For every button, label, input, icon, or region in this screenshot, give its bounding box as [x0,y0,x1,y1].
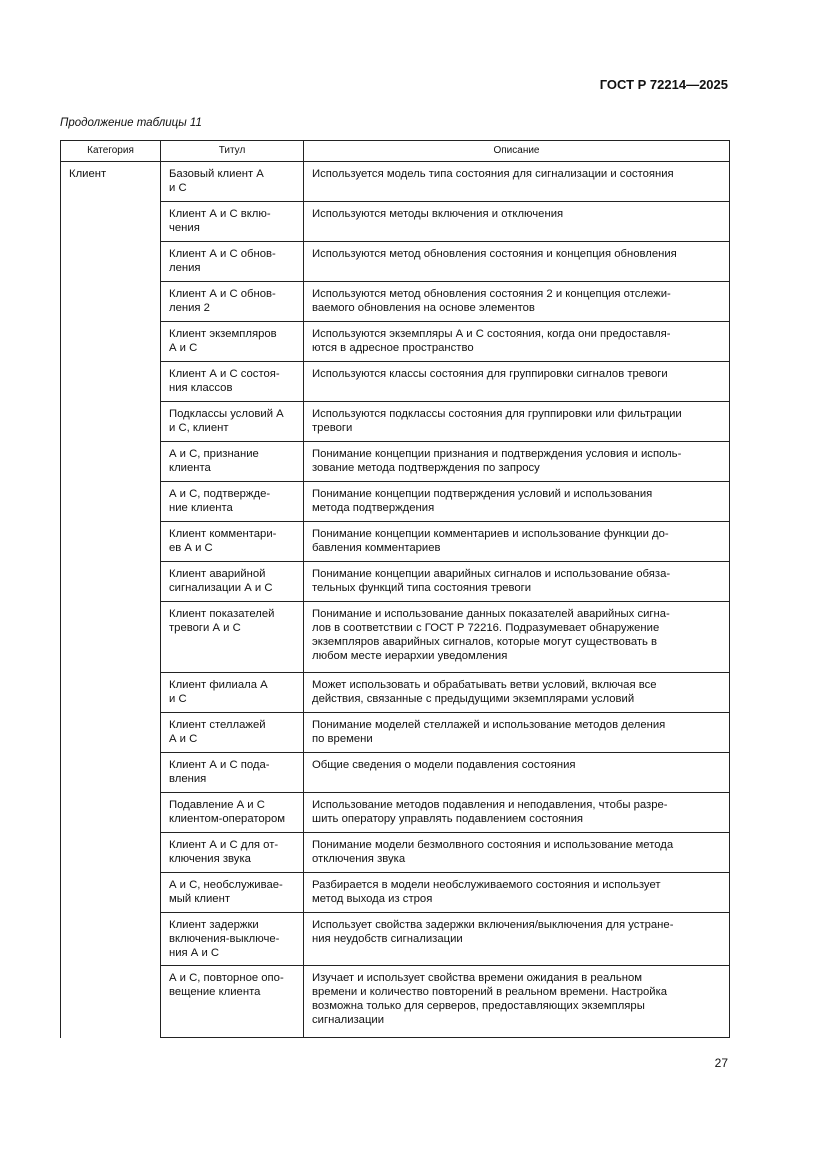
table-row [61,522,730,562]
title-cell: Клиент стеллажей А и С [161,713,304,753]
table-row [61,793,730,833]
description-cell: Использование методов подавления и неподавления, чтобы разре- шить оператору управлять подавлением состояния [304,793,730,833]
table-row [61,162,730,202]
table-row [61,833,730,873]
title-cell: Клиент экземпляров А и С [161,322,304,362]
title-cell: Клиент А и С обнов- ления [161,242,304,282]
description-cell: Понимание и использование данных показателей аварийных сигна- лов в соответствии с ГОСТ Р 72216. Подразумевает обнаружение экземпляров аварийных сигналов, которые могут существовать в любом месте иерархии уведомления [304,602,730,673]
table-row [61,753,730,793]
document-id: ГОСТ Р 72214—2025 [599,77,728,92]
description-cell: Общие сведения о модели подавления состояния [304,753,730,793]
description-cell: Изучает и использует свойства времени ожидания в реальном времени и количество повторений в реальном времени. Настройка возможна только для серверов, предоставляющих экземпляры сигнализации [304,966,730,1038]
title-cell: Клиент аварийной сигнализации А и С [161,562,304,602]
table-row [61,242,730,282]
description-cell: Используется модель типа состояния для сигнализации и состояния [304,162,730,202]
table-row [61,602,730,673]
description-cell: Используются метод обновления состояния и концепция обновления [304,242,730,282]
column-header-title: Титул [161,141,304,162]
table-row [61,282,730,322]
table-row [61,966,730,1038]
title-cell: Клиент комментари- ев А и С [161,522,304,562]
title-cell: А и С, необслуживае- мый клиент [161,873,304,913]
title-cell: Подавление А и С клиентом-оператором [161,793,304,833]
page-number: 27 [714,1056,728,1070]
title-cell: Клиент А и С вклю- чения [161,202,304,242]
title-cell: Клиент показателей тревоги А и С [161,602,304,673]
title-cell: Клиент А и С пода- вления [161,753,304,793]
table-row [61,442,730,482]
title-cell: Подклассы условий А и С, клиент [161,402,304,442]
table-row [61,402,730,442]
title-cell: А и С, повторное опо- вещение клиента [161,966,304,1038]
table-row [61,362,730,402]
description-cell: Понимание концепции признания и подтверждения условия и исполь- зование метода подтверждения по запросу [304,442,730,482]
description-cell: Используются методы включения и отключения [304,202,730,242]
description-cell: Понимание концепции комментариев и использование функции до- бавления комментариев [304,522,730,562]
title-cell: Клиент задержки включения-выключе- ния А и С [161,913,304,966]
category-cell: Клиент [61,162,161,1038]
title-cell: Клиент А и С состоя- ния классов [161,362,304,402]
description-cell: Понимание модели безмолвного состояния и использование метода отключения звука [304,833,730,873]
description-cell: Понимание концепции аварийных сигналов и использование обяза- тельных функций типа состояния тревоги [304,562,730,602]
table-caption: Продолжение таблицы 11 [60,117,202,129]
table-row [61,482,730,522]
description-cell: Понимание концепции подтверждения условий и использования метода подтверждения [304,482,730,522]
description-cell: Используются классы состояния для группировки сигналов тревоги [304,362,730,402]
title-cell: Клиент А и С для от- ключения звука [161,833,304,873]
table-row [61,713,730,753]
title-cell: Клиент А и С обнов- ления 2 [161,282,304,322]
title-cell: Клиент филиала А и С [161,673,304,713]
column-header-description: Описание [304,141,730,162]
title-cell: А и С, подтвержде- ние клиента [161,482,304,522]
table-row [61,562,730,602]
description-cell: Используются экземпляры А и С состояния, когда они предоставля- ются в адресное пространство [304,322,730,362]
description-cell: Разбирается в модели необслуживаемого состояния и использует метод выхода из строя [304,873,730,913]
description-cell: Используются подклассы состояния для группировки или фильтрации тревоги [304,402,730,442]
table-row [61,202,730,242]
table-row [61,873,730,913]
description-cell: Используются метод обновления состояния 2 и концепция отслежи- ваемого обновления на основе элементов [304,282,730,322]
table-body [61,162,730,1038]
description-cell: Понимание моделей стеллажей и использование методов деления по времени [304,713,730,753]
table-header-row [61,141,730,162]
table-row [61,322,730,362]
description-cell: Может использовать и обрабатывать ветви условий, включая все действия, связанные с предыдущими экземплярами условий [304,673,730,713]
specification-table [60,140,730,1038]
title-cell: А и С, признание клиента [161,442,304,482]
description-cell: Использует свойства задержки включения/выключения для устране- ния неудобств сигнализации [304,913,730,966]
table-row [61,673,730,713]
column-header-category: Категория [61,141,161,162]
table-row [61,913,730,966]
title-cell: Базовый клиент А и С [161,162,304,202]
